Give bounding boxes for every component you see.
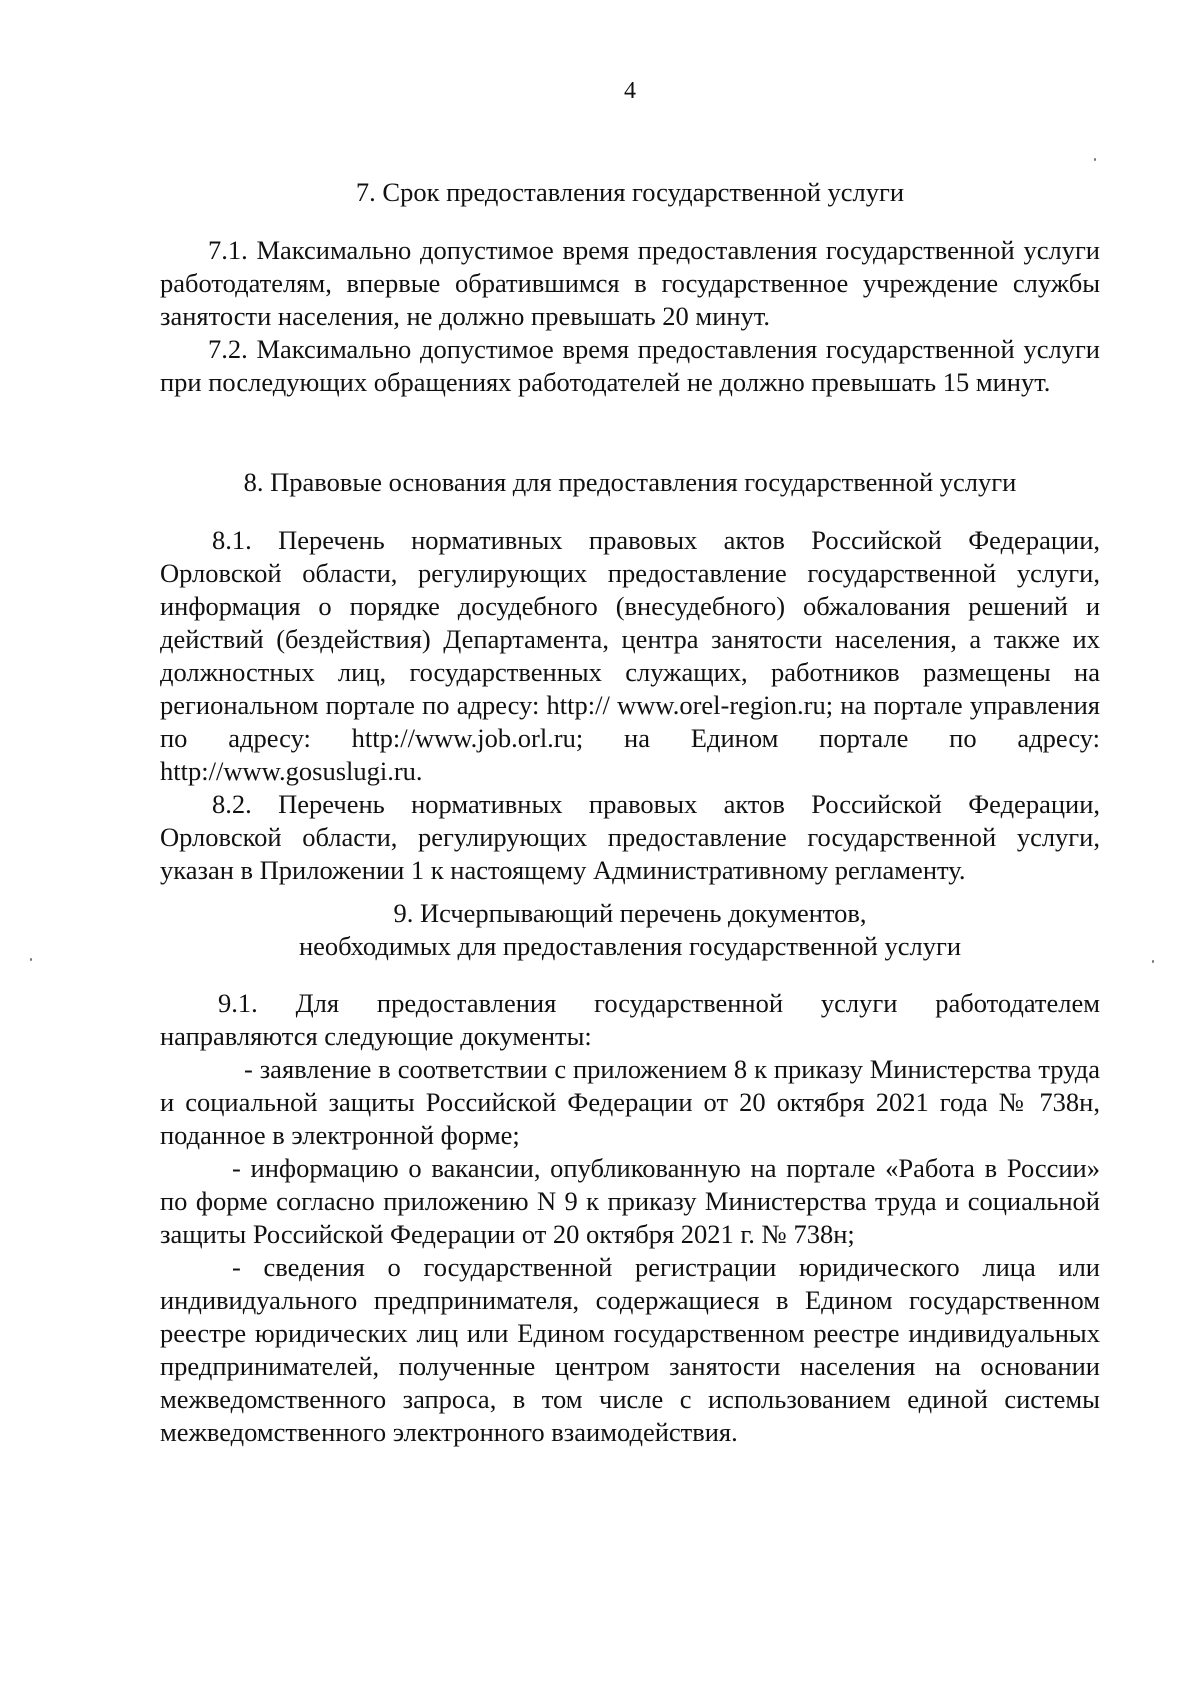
paragraph-8-2: 8.2. Перечень нормативных правовых актов Российской Федерации, Орловской области, регулирующих предоставление государственной услуги, указан в Приложении 1 к настоящему Административному регламенту. <box>160 789 1100 885</box>
paragraph-9-1: 9.1. Для предоставления государственной услуги работодателем направляются следующие документы: <box>160 988 1100 1051</box>
document-list-item-2: - информацию о вакансии, опубликованную на портале «Работа в России» по форме согласно приложению N 9 к приказу Министерства труда и социальной защиты Российской Федерации от 20 октября 2021 г. № 738н; <box>160 1153 1100 1249</box>
scan-speck <box>1094 158 1096 161</box>
scan-speck <box>30 958 32 961</box>
paragraph-7-2: 7.2. Максимально допустимое время предоставления государственной услуги при последующих обращениях работодателей не должно превышать 15 минут. <box>160 334 1100 397</box>
section-7-title: 7. Срок предоставления государственной услуги <box>355 177 905 207</box>
document-list-item-1: - заявление в соответствии с приложением 8 к приказу Министерства труда и социальной защиты Российской Федерации от 20 октября 2021 года № 738н, поданное в электронной форме; <box>160 1054 1100 1150</box>
section-8-body <box>160 524 1100 887</box>
paragraph-8-1: 8.1. Перечень нормативных правовых актов Российской Федерации, Орловской области, регулирующих предоставление государственной услуги, информация о порядке досудебного (внесудебного) обжалования решений и действий (бездействия) Департамента, центра занятости населения, а также их должностных лиц, государственных служащих, работников размещены на региональном портале по адресу: http:// www.orel-region.ru; на портале управления по адресу: http://www.job.orl.ru; на Едином портале по адресу: http://www.gosuslugi.ru. <box>160 525 1100 786</box>
section-9-body <box>160 987 1100 1449</box>
scan-speck <box>1152 960 1154 963</box>
section-7-body <box>160 234 1100 399</box>
section-9-title-line-2: необходимых для предоставления государственной услуги <box>298 931 962 961</box>
paragraph-7-1: 7.1. Максимально допустимое время предоставления государственной услуги работодателям, впервые обратившимся в государственное учреждение службы занятости населения, не должно превышать 20 минут. <box>160 235 1100 331</box>
document-list-item-3: - сведения о государственной регистрации юридического лица или индивидуального предпринимателя, содержащиеся в Едином государственном реестре юридических лиц или Едином государственном реестре индивидуальных предпринимателей, полученные центром занятости населения на основании межведомственного запроса, в том числе с использованием единой системы межведомственного электронного взаимодействия. <box>160 1252 1100 1447</box>
section-8-title: 8. Правовые основания для предоставления государственной услуги <box>243 467 1017 497</box>
section-9-title-line-1: 9. Исчерпывающий перечень документов, <box>393 898 867 928</box>
page-number: 4 <box>624 78 636 104</box>
